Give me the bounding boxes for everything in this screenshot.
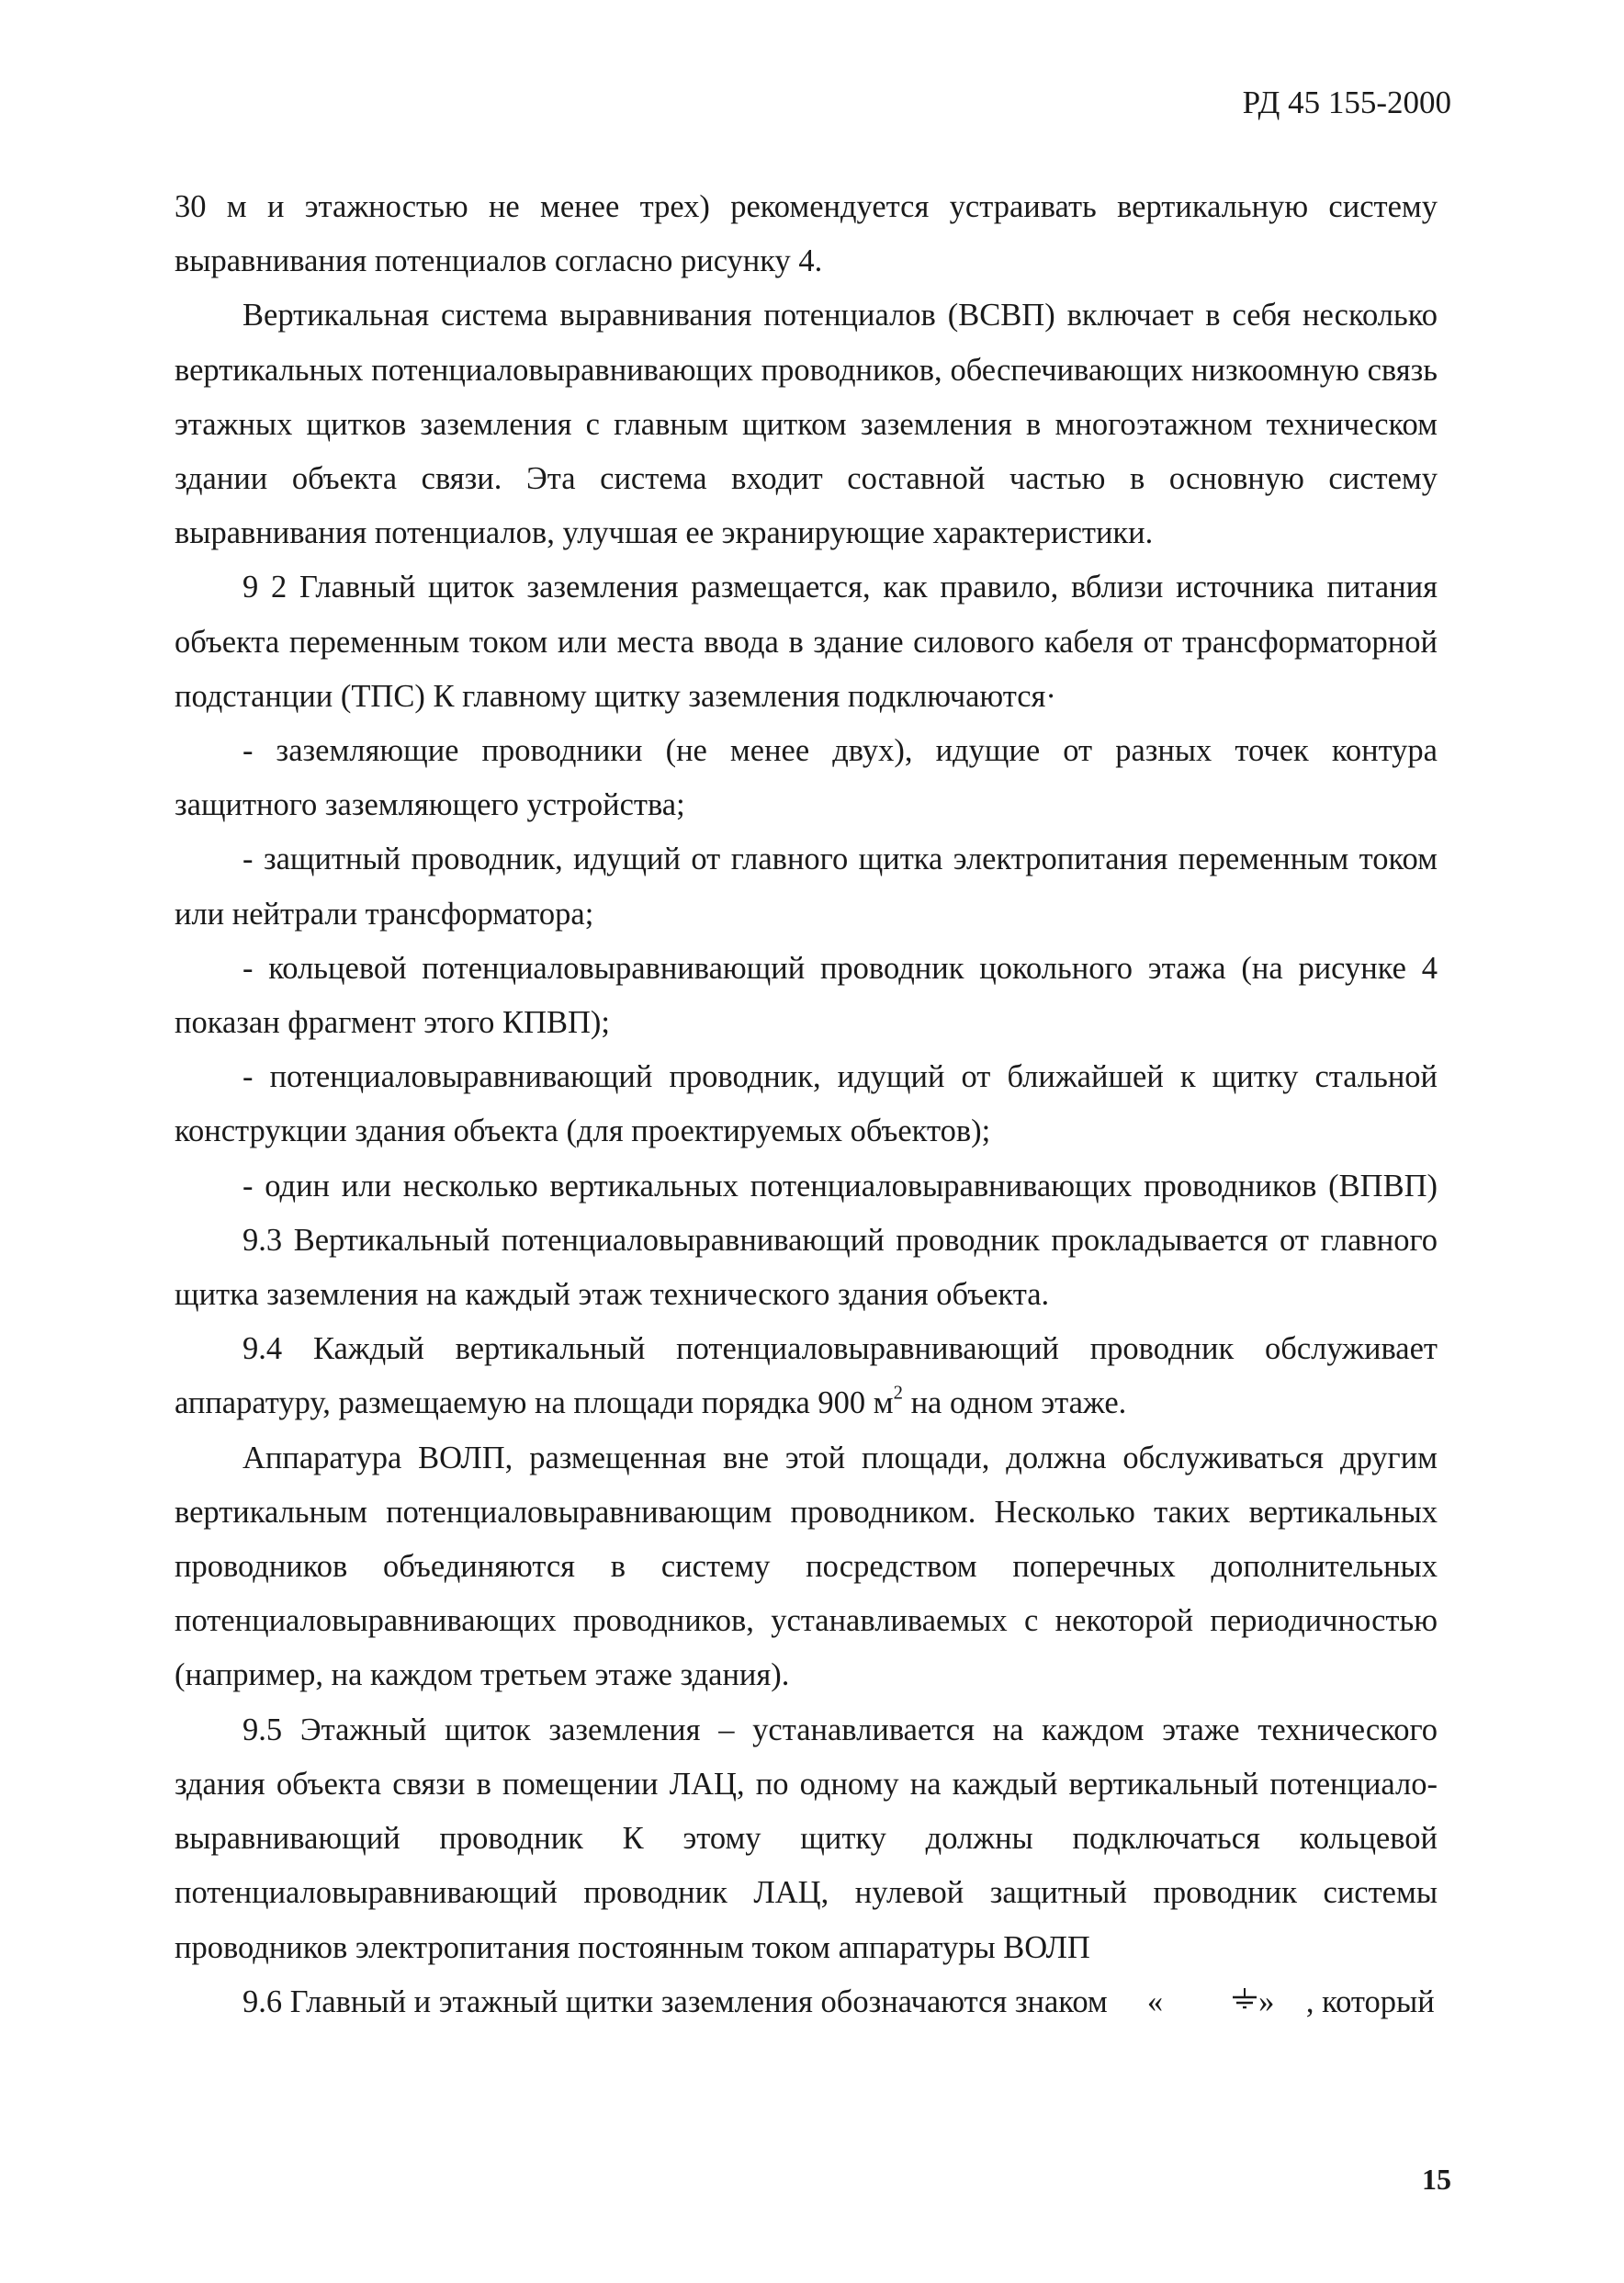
paragraph-9-4 bbox=[175, 1322, 1438, 1430]
text-line: 9.4 Каждый вертикальный потенциаловыравнивающий проводник обслуживает bbox=[242, 1331, 1438, 1367]
close-quote: » bbox=[1258, 1983, 1275, 2019]
text-line: выравнивающий проводник К этому щитку должны подключаться кольцевой bbox=[175, 1821, 1438, 1857]
paragraph-vertical-system bbox=[175, 288, 1438, 560]
sign-text-end: , который bbox=[1305, 1983, 1435, 2019]
text-line: потенциаловыравнивающих проводников, устанавливаемых с некоторой периодичностью bbox=[175, 1603, 1438, 1639]
text-line: здания объекта связи в помещении ЛАЦ, по одному на каждый вертикальный потенциало- bbox=[175, 1766, 1438, 1802]
text-line: вертикальным потенциаловыравнивающим проводником. Несколько таких вертикальных bbox=[175, 1494, 1438, 1530]
text-line: защитного заземляющего устройства; bbox=[175, 787, 685, 823]
text-line: этажных щитков заземления с главным щитком заземления в многоэтажном техническом bbox=[175, 406, 1438, 442]
document-body bbox=[175, 180, 1438, 2031]
text-line: 9 2 Главный щиток заземления размещается, как правило, вблизи источника питания bbox=[242, 570, 1438, 605]
paragraph-9-2 bbox=[175, 560, 1438, 724]
text-line: 9.5 Этажный щиток заземления – устанавливается на каждом этаже технического bbox=[242, 1712, 1438, 1747]
text-line: - кольцевой потенциаловыравнивающий проводник цокольного этажа (на рисунке 4 bbox=[242, 950, 1438, 986]
list-item bbox=[175, 1050, 1438, 1158]
text-line: Аппаратура ВОЛП, размещенная вне этой площади, должна обслуживаться другим bbox=[242, 1440, 1438, 1475]
text-line: - один или несколько вертикальных потенциаловыравнивающих проводников (ВПВП) bbox=[242, 1168, 1438, 1204]
page-number: 15 bbox=[1422, 2163, 1451, 2196]
text-line: - заземляющие проводники (не менее двух), идущие от разных точек контура bbox=[242, 733, 1438, 769]
text-line: вертикальных потенциаловыравнивающих проводников, обеспечивающих низкоомную связь bbox=[175, 352, 1438, 388]
area-text: аппаратуру, размещаемую на площади порядка 900 м bbox=[175, 1385, 894, 1421]
text-line: 30 м и этажностью не менее трех) рекомендуется устраивать вертикальную систему bbox=[175, 189, 1438, 224]
list-item bbox=[175, 1159, 1438, 1214]
text-line: показан фрагмент этого КПВП); bbox=[175, 1005, 610, 1041]
text-line-area bbox=[175, 1376, 1438, 1430]
text-line: выравнивания потенциалов, улучшая ее экранирующие характеристики. bbox=[175, 515, 1154, 551]
text-line: Вертикальная система выравнивания потенциалов (ВСВП) включает в себя несколько bbox=[242, 298, 1438, 333]
text-line: здании объекта связи. Эта система входит составной частью в основную систему bbox=[175, 461, 1438, 497]
paragraph-9-6 bbox=[175, 1975, 1438, 2031]
document-code: РД 45 155-2000 bbox=[1242, 85, 1451, 120]
ground-sign-icon bbox=[1163, 1977, 1258, 2031]
area-text-end: на одном этаже. bbox=[902, 1385, 1127, 1421]
text-line: - защитный проводник, идущий от главного щитка электропитания переменным током bbox=[242, 842, 1438, 877]
text-line: (например, на каждом третьем этаже здания). bbox=[175, 1657, 790, 1693]
text-line-ground-sign bbox=[175, 1975, 1438, 2031]
text-line: потенциаловыравнивающий проводник ЛАЦ, нулевой защитный проводник системы bbox=[175, 1875, 1438, 1911]
text-line: объекта переменным током или места ввода в здание силового кабеля от трансформаторной bbox=[175, 624, 1438, 660]
text-line: или нейтрали трансформатора; bbox=[175, 896, 594, 932]
text-line: проводников электропитания постоянным током аппаратуры ВОЛП bbox=[175, 1929, 1090, 1965]
paragraph-9-5 bbox=[175, 1703, 1438, 1975]
open-quote: « bbox=[1146, 1983, 1164, 2019]
text-line: подстанции (ТПС) К главному щитку заземления подключаются· bbox=[175, 678, 1056, 714]
list-item bbox=[175, 942, 1438, 1050]
text-line: 9.3 Вертикальный потенциаловыравнивающий проводник прокладывается от главного bbox=[242, 1222, 1438, 1258]
text-line: - потенциаловыравнивающий проводник, идущий от ближайшей к щитку стальной bbox=[242, 1059, 1438, 1095]
sign-text: 9.6 Главный и этажный щитки заземления обозначаются знаком bbox=[242, 1983, 1108, 2019]
text-line: проводников объединяются в систему посредством поперечных дополнительных bbox=[175, 1549, 1438, 1585]
text-line: выравнивания потенциалов согласно рисунку 4. bbox=[175, 243, 823, 279]
area-superscript: 2 bbox=[893, 1383, 903, 1404]
paragraph-9-3 bbox=[175, 1214, 1438, 1322]
paragraph-equipment bbox=[175, 1431, 1438, 1703]
list-item bbox=[175, 832, 1438, 941]
text-line: конструкции здания объекта (для проектируемых объектов); bbox=[175, 1113, 991, 1149]
text-line: щитка заземления на каждый этаж технического здания объекта. bbox=[175, 1277, 1050, 1313]
list-item bbox=[175, 724, 1438, 832]
paragraph-continuation bbox=[175, 180, 1438, 288]
